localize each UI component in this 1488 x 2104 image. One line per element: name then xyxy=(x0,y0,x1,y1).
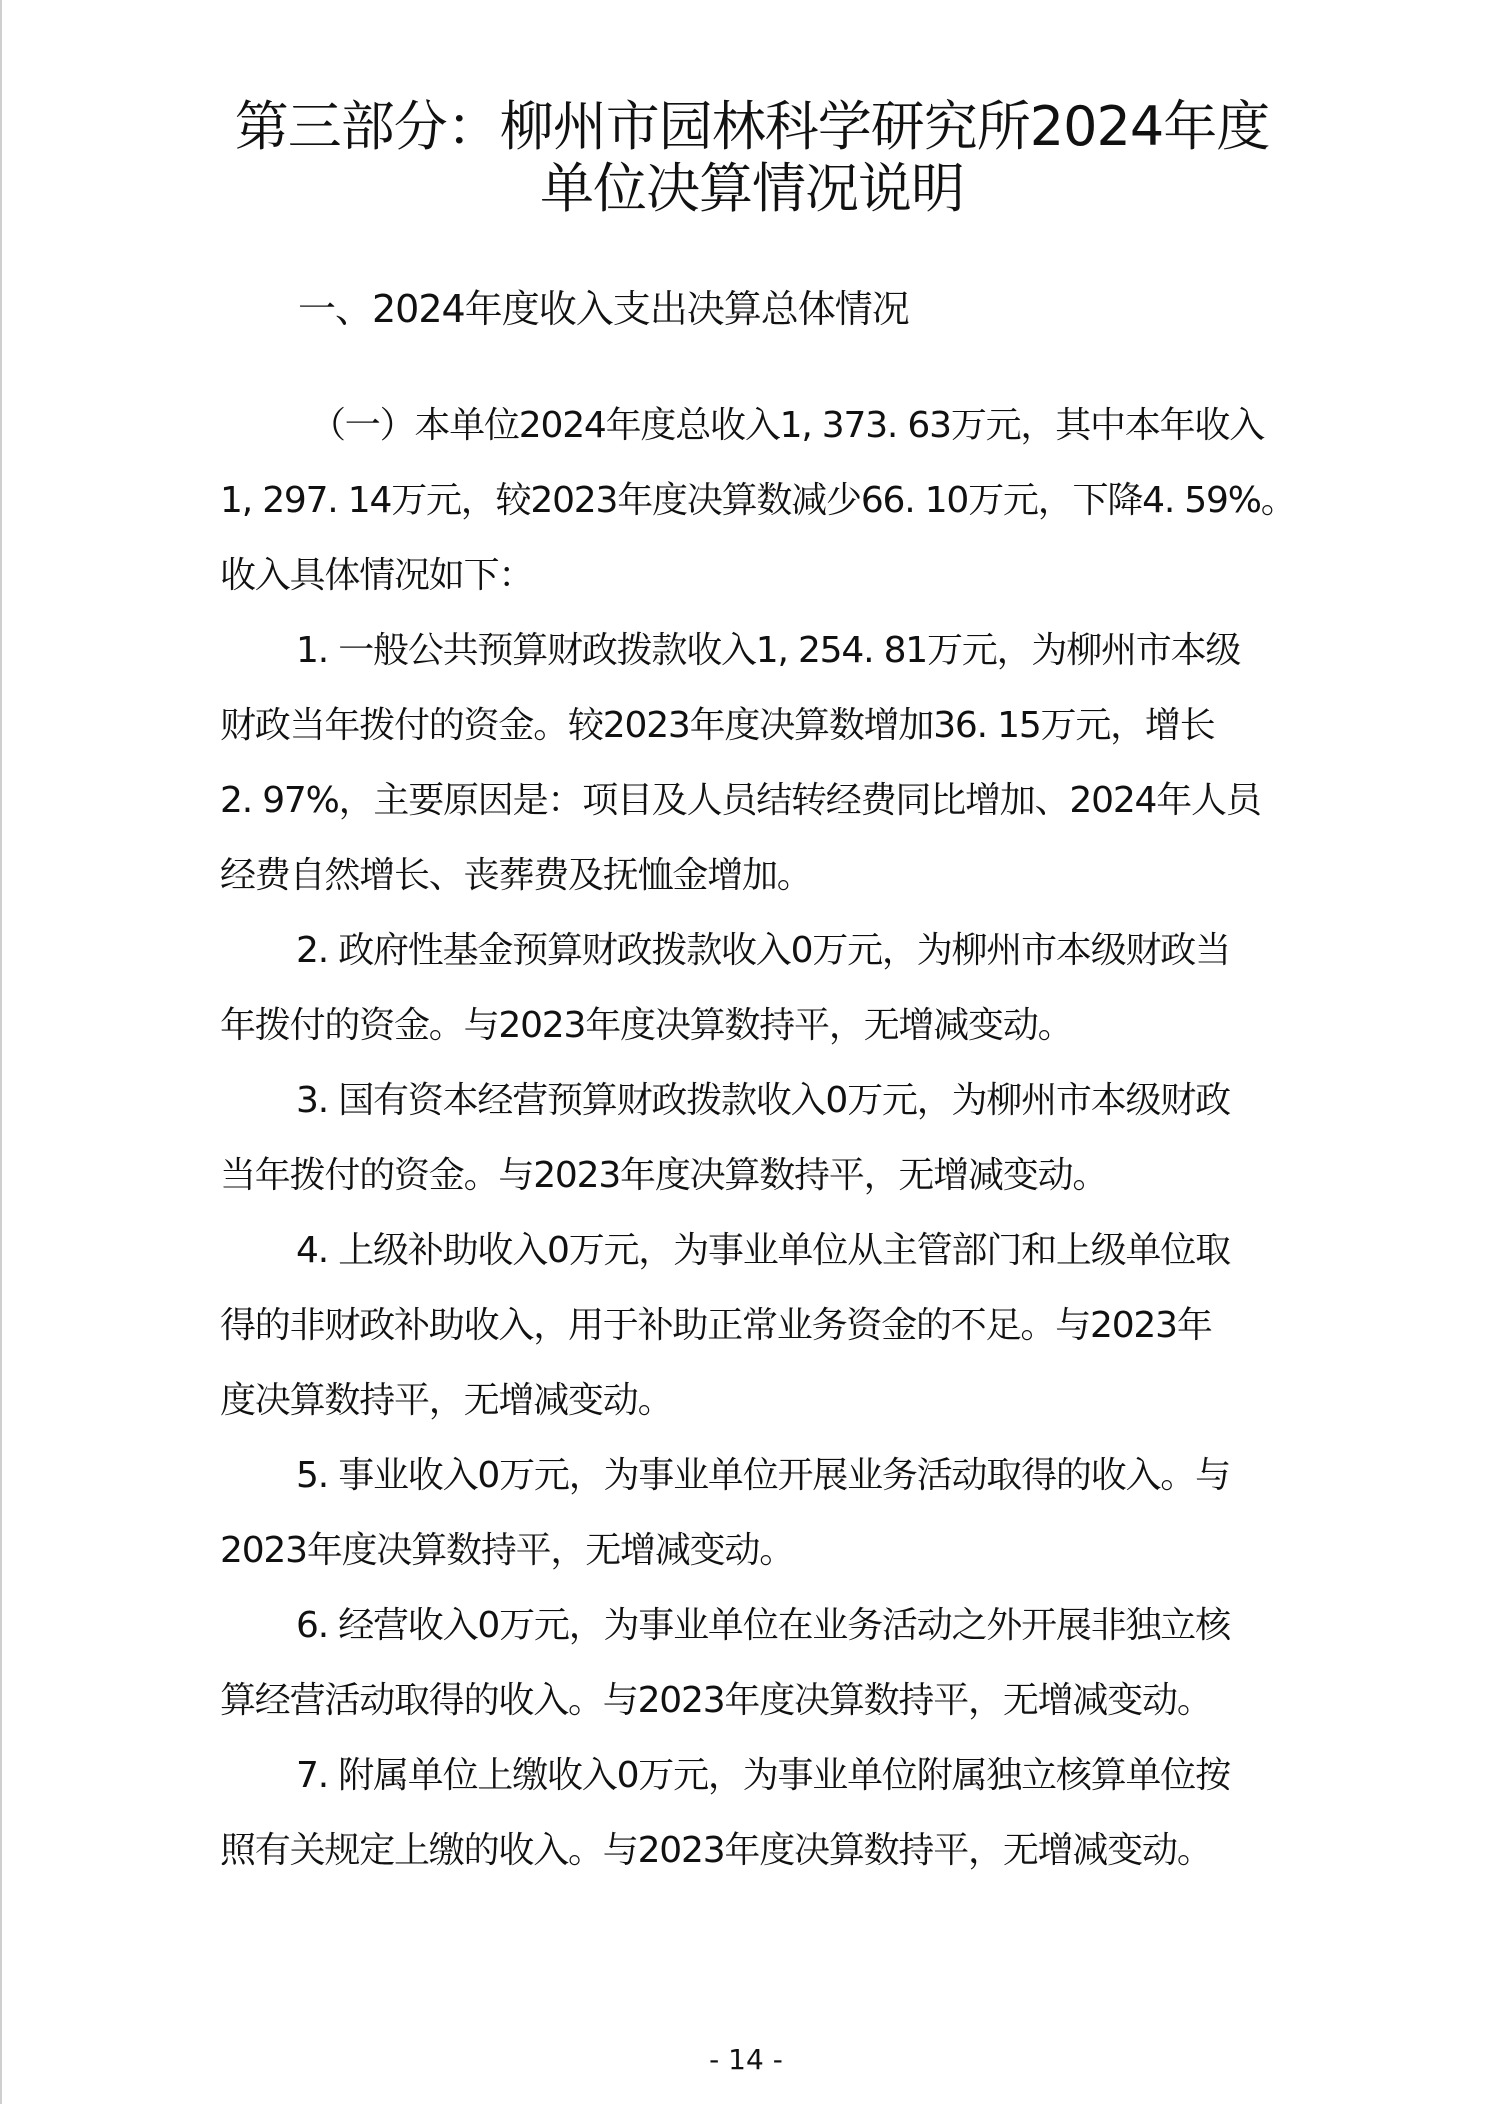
paragraph-total-income xyxy=(220,388,1296,613)
paragraph-general-budget-income xyxy=(220,613,1290,913)
paragraph-business-income xyxy=(220,1438,1290,1588)
paragraph-line: 5. 事业收入0万元，为事业单位开展业务活动取得的收入。与 xyxy=(296,1455,1230,1496)
paragraph-line: （一）本单位2024年度总收入1, 373. 63万元，其中本年收入 xyxy=(310,405,1265,446)
paragraph-state-capital-income xyxy=(220,1063,1290,1213)
section-heading: 一、2024年度收入支出决算总体情况 xyxy=(298,287,909,331)
paragraph-line: 6. 经营收入0万元，为事业单位在业务活动之外开展非独立核 xyxy=(296,1605,1230,1646)
body-text xyxy=(220,388,1296,1888)
paragraph-line: 4. 上级补助收入0万元，为事业单位从主管部门和上级单位取 xyxy=(296,1230,1230,1271)
title-line-2: 单位决算情况说明 xyxy=(540,157,964,220)
paragraph-line: 得的非财政补助收入，用于补助正常业务资金的不足。与2023年 xyxy=(220,1305,1212,1346)
paragraph-line: 当年拨付的资金。与2023年度决算数持平，无增减变动。 xyxy=(220,1155,1108,1196)
paragraph-line: 2023年度决算数持平，无增减变动。 xyxy=(220,1530,795,1571)
paragraph-line: 经费自然增长、丧葬费及抚恤金增加。 xyxy=(220,855,812,896)
paragraph-line: 年拨付的资金。与2023年度决算数持平，无增减变动。 xyxy=(220,1005,1073,1046)
document-title xyxy=(152,96,1352,220)
paragraph-line: 2. 97%，主要原因是：项目及人员结转经费同比增加、2024年人员 xyxy=(220,780,1261,821)
paragraph-line: 1. 一般公共预算财政拨款收入1, 254. 81万元，为柳州市本级 xyxy=(296,630,1241,671)
paragraph-line: 1, 297. 14万元，较2023年度决算数减少66. 10万元，下降4. 59%。 xyxy=(220,480,1296,521)
paragraph-line: 7. 附属单位上缴收入0万元，为事业单位附属独立核算单位按 xyxy=(296,1755,1230,1796)
paragraph-line: 3. 国有资本经营预算财政拨款收入0万元，为柳州市本级财政 xyxy=(296,1080,1230,1121)
title-line-1: 第三部分：柳州市园林科学研究所2024年度 xyxy=(234,95,1270,158)
paragraph-operating-income xyxy=(220,1588,1290,1738)
paragraph-line: 照有关规定上缴的收入。与2023年度决算数持平，无增减变动。 xyxy=(220,1830,1212,1871)
paragraph-government-fund-income xyxy=(220,913,1290,1063)
paragraph-line: 度决算数持平，无增减变动。 xyxy=(220,1380,673,1421)
paragraph-line: 财政当年拨付的资金。较2023年度决算数增加36. 15万元，增长 xyxy=(220,705,1215,746)
page-number: - 14 - xyxy=(709,2043,783,2076)
paragraph-line: 收入具体情况如下： xyxy=(220,555,534,596)
paragraph-superior-subsidy-income xyxy=(220,1213,1290,1438)
paragraph-line: 算经营活动取得的收入。与2023年度决算数持平，无增减变动。 xyxy=(220,1680,1212,1721)
paragraph-affiliated-unit-income xyxy=(220,1738,1290,1888)
paragraph-line: 2. 政府性基金预算财政拨款收入0万元，为柳州市本级财政当 xyxy=(296,930,1230,971)
